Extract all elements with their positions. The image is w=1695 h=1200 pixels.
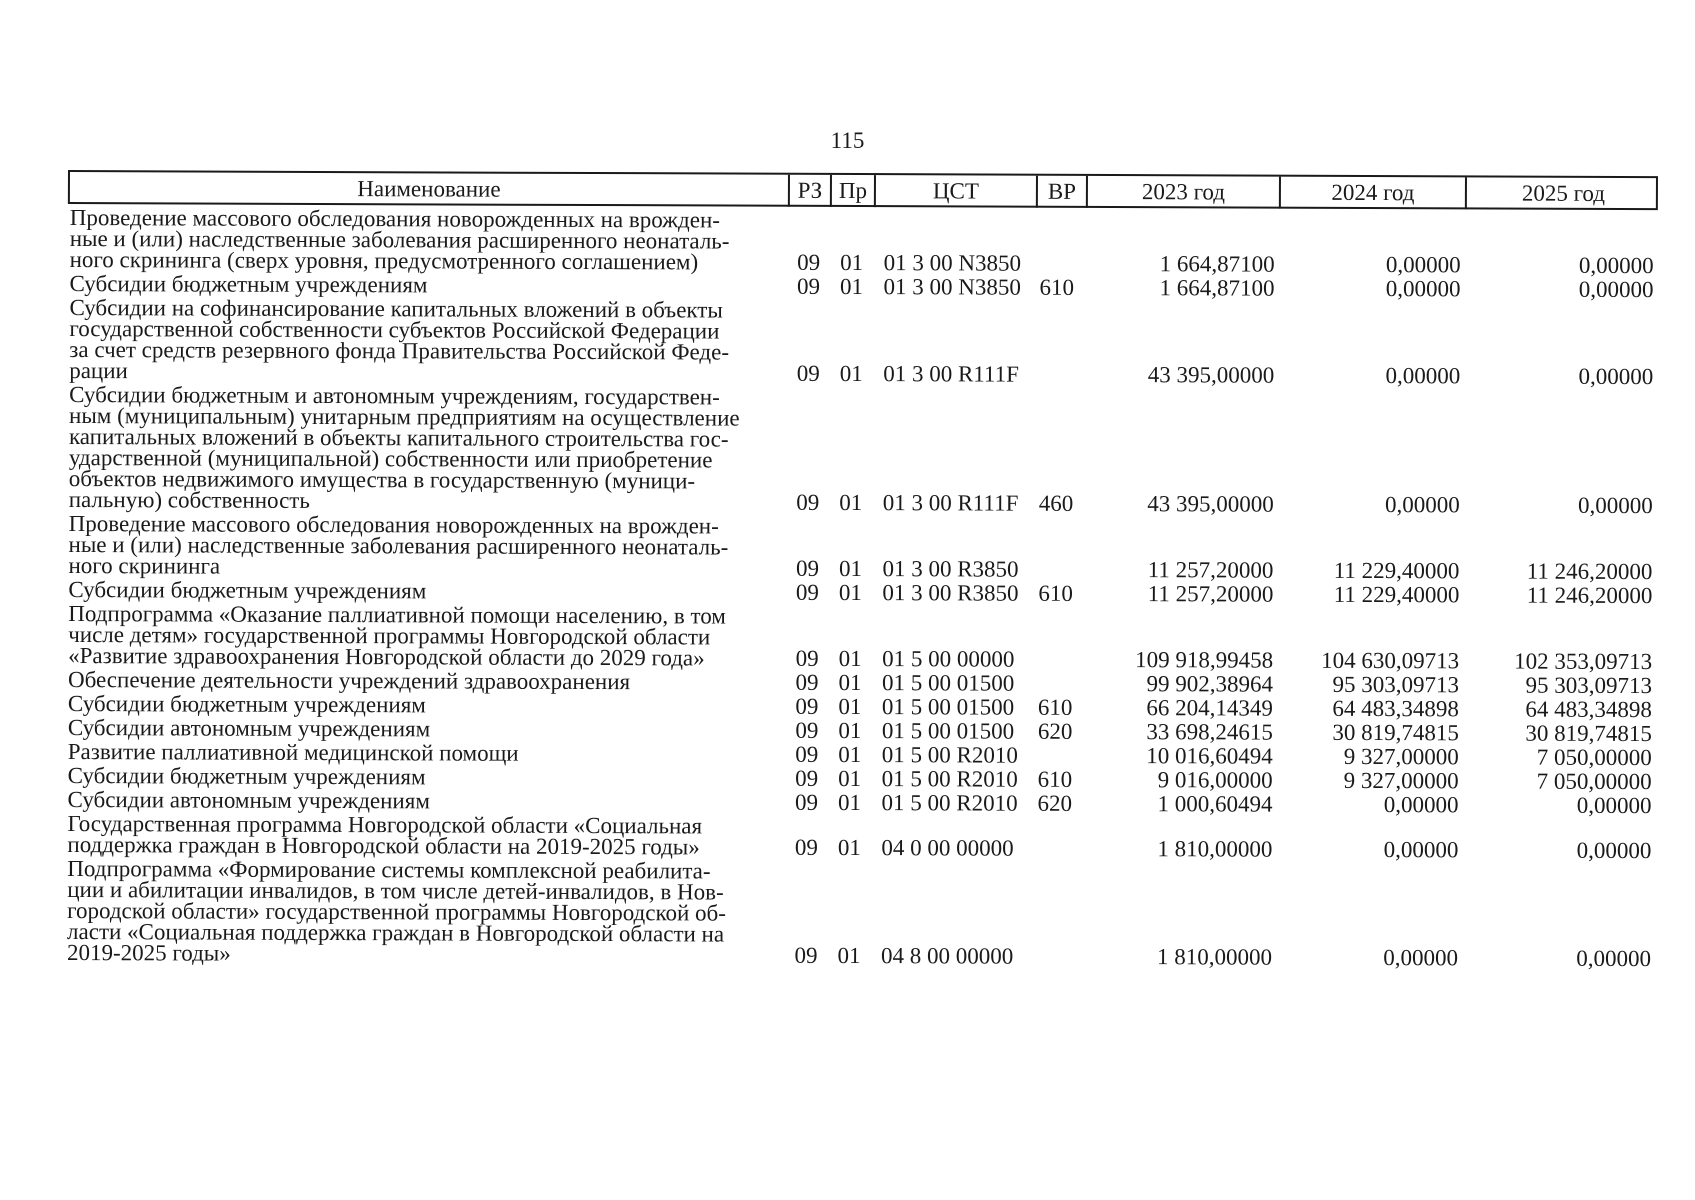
header-cst: ЦСТ <box>876 175 1038 208</box>
row-amount-2023: 11 257,20000 <box>1147 581 1274 607</box>
page-number: 115 <box>830 128 865 153</box>
row-amount-2024: 95 303,09713 <box>1332 671 1460 698</box>
row-amount-2023: 109 918,99458 <box>1135 647 1274 673</box>
table-row <box>67 381 1657 519</box>
row-amount-2023: 1 810,00000 <box>1156 944 1273 970</box>
row-rz: 09 <box>795 555 820 581</box>
row-cst: 01 3 00 R3850 <box>882 580 1019 606</box>
row-amount-2025: 0,00000 <box>1578 252 1654 279</box>
row-name: Развитие паллиативной медицинской помощи <box>67 739 519 766</box>
row-cst: 01 3 00 N3850 <box>883 250 1022 276</box>
row-amount-2023: 9 016,00000 <box>1157 767 1273 793</box>
row-pr: 01 <box>838 765 862 792</box>
row-amount-2025: 0,00000 <box>1577 492 1653 519</box>
row-rz: 09 <box>797 273 821 299</box>
row-name: Государственная программа Новгородской области «Социальная поддержка граждан в Новгородской области на 2019-2025 годы» <box>67 811 703 860</box>
header-vr: ВР <box>1038 176 1088 208</box>
row-amount-2025: 7 050,00000 <box>1536 744 1652 771</box>
row-name: Субсидии бюджетным учреждениям <box>67 763 426 790</box>
row-rz: 09 <box>794 834 818 860</box>
table-row <box>66 510 1656 585</box>
row-cst: 04 8 00 00000 <box>880 943 1014 969</box>
row-cst: 01 5 00 00000 <box>882 646 1015 672</box>
row-pr: 01 <box>839 489 863 516</box>
row-pr: 01 <box>839 360 863 387</box>
row-pr: 01 <box>838 645 862 672</box>
row-amount-2024: 0,00000 <box>1383 792 1459 818</box>
row-pr: 01 <box>837 942 861 969</box>
row-rz: 09 <box>796 489 820 515</box>
header-2023: 2023 год <box>1088 176 1281 209</box>
row-pr: 01 <box>840 249 864 276</box>
row-cst: 01 3 00 N3850 <box>883 274 1021 300</box>
row-amount-2024: 0,00000 <box>1384 492 1460 518</box>
header-2024: 2024 год <box>1281 177 1467 210</box>
row-amount-2024: 104 630,09713 <box>1321 647 1460 674</box>
row-amount-2025: 0,00000 <box>1578 276 1654 303</box>
row-amount-2024: 0,00000 <box>1385 252 1461 278</box>
row-amount-2024: 64 483,34898 <box>1332 695 1459 722</box>
row-cst: 04 0 00 00000 <box>881 835 1014 861</box>
row-vr: 460 <box>1038 490 1074 516</box>
row-amount-2023: 1 810,00000 <box>1157 836 1273 862</box>
row-pr: 01 <box>838 717 862 744</box>
row-vr: 620 <box>1037 790 1073 816</box>
row-amount-2024: 0,00000 <box>1385 276 1461 302</box>
row-cst: 01 5 00 R2010 <box>881 742 1018 768</box>
row-amount-2024: 0,00000 <box>1383 837 1459 863</box>
table-row <box>68 204 1658 279</box>
row-amount-2024: 11 229,40000 <box>1333 557 1460 584</box>
row-cst: 01 5 00 01500 <box>881 670 1015 696</box>
table-row <box>66 600 1656 675</box>
row-pr: 01 <box>840 273 864 300</box>
row-amount-2023: 43 395,00000 <box>1147 362 1275 388</box>
row-amount-2025: 0,00000 <box>1576 945 1652 972</box>
row-amount-2023: 10 016,60494 <box>1146 743 1273 769</box>
row-rz: 09 <box>796 360 820 386</box>
row-pr: 01 <box>838 741 862 768</box>
table-row <box>65 855 1655 972</box>
row-name: Подпрограмма «Оказание паллиативной помощи населению, в том числе детям» государственной программы Новгородской области «Развитие здравоохранения Новгородской области до 2029 года» <box>68 601 726 671</box>
row-name: Проведение массового обследования новорожденных на врожден- ные и (или) наследственные заболевания расширенного неонаталь- ного скрининга (сверх уровня, предусмотренного соглашением) <box>69 205 730 275</box>
row-cst: 01 3 00 R111F <box>882 490 1019 516</box>
row-vr: 610 <box>1037 694 1073 720</box>
row-rz: 09 <box>795 579 819 605</box>
row-name: Субсидии автономным учреждениям <box>67 787 430 814</box>
row-amount-2025: 102 353,09713 <box>1514 648 1653 675</box>
table-row <box>65 810 1655 864</box>
row-pr: 01 <box>838 669 862 696</box>
row-amount-2023: 11 257,20000 <box>1147 557 1274 583</box>
row-cst: 01 3 00 R3850 <box>882 556 1019 582</box>
budget-table <box>65 170 1658 972</box>
row-vr: 610 <box>1039 274 1075 300</box>
row-rz: 09 <box>795 741 819 767</box>
row-amount-2025: 11 246,20000 <box>1526 558 1653 585</box>
row-amount-2023: 1 664,87100 <box>1159 275 1275 301</box>
row-amount-2025: 11 246,20000 <box>1526 582 1653 609</box>
row-rz: 09 <box>795 693 819 719</box>
row-vr: 610 <box>1038 580 1073 606</box>
row-name: Обеспечение деятельности учреждений здравоохранения <box>67 667 631 695</box>
row-amount-2024: 9 327,00000 <box>1343 743 1459 770</box>
row-rz: 09 <box>797 249 821 275</box>
header-name: Наименование <box>70 172 790 207</box>
row-amount-2025: 0,00000 <box>1578 363 1654 390</box>
row-pr: 01 <box>838 579 862 606</box>
header-rz: РЗ <box>790 175 832 207</box>
row-name: Подпрограмма «Формирование системы комплексной реабилита- ции и абилитации инвалидов, в том числе детей-инвалидов, в Нов- городской области» государственной программы Новгородской об- ласти «Социальная поддержка граждан в Новгородской области на 2019-2025 годы» <box>66 856 726 966</box>
row-name: Субсидии бюджетным и автономным учреждениям, государствен- ным (муниципальным) унитарным предприятиям на осуществление капитальных вложений в объекты капитального строительства гос- ударственной (муниципальной) собственности или приобретение объектов недвижимого имущества в государственную (муници- пальную) собственность <box>68 382 740 513</box>
row-name: Субсидии на софинансирование капитальных вложений в объекты государственной собственности субъектов Российской Федерации за счет средств резервного фонда Правительства Российской Феде- рации <box>69 295 730 384</box>
row-vr: 610 <box>1037 766 1073 792</box>
row-amount-2023: 66 204,14349 <box>1146 695 1273 721</box>
row-rz: 09 <box>795 717 819 743</box>
row-amount-2025: 0,00000 <box>1576 792 1652 819</box>
row-pr: 01 <box>838 789 862 816</box>
row-rz: 09 <box>795 789 819 815</box>
row-amount-2025: 95 303,09713 <box>1525 672 1653 699</box>
header-2025: 2025 год <box>1521 180 1606 206</box>
row-vr: 620 <box>1037 718 1073 744</box>
row-amount-2023: 43 395,00000 <box>1147 491 1274 517</box>
row-cst: 01 5 00 R2010 <box>881 766 1018 792</box>
row-amount-2025: 30 819,74815 <box>1525 720 1652 747</box>
row-amount-2024: 11 229,40000 <box>1333 581 1460 608</box>
row-amount-2023: 33 698,24615 <box>1146 719 1273 745</box>
table-row <box>67 294 1657 390</box>
row-cst: 01 5 00 R2010 <box>881 790 1018 816</box>
row-amount-2023: 1 000,60494 <box>1157 791 1273 817</box>
row-amount-2023: 1 664,87100 <box>1159 251 1275 277</box>
row-cst: 01 5 00 01500 <box>881 718 1015 744</box>
row-rz: 09 <box>795 669 819 695</box>
row-rz: 09 <box>795 765 819 791</box>
row-name: Субсидии бюджетным учреждениям <box>69 271 428 298</box>
row-pr: 01 <box>838 693 862 720</box>
row-amount-2024: 9 327,00000 <box>1343 767 1459 794</box>
row-amount-2025: 7 050,00000 <box>1536 768 1652 795</box>
row-name: Проведение массового обследования новорожденных на врожден- ные и (или) наследственные заболевания расширенного неонаталь- ного скрининга <box>68 511 729 579</box>
table-body <box>65 204 1658 972</box>
header-pr: Пр <box>832 175 876 207</box>
row-name: Субсидии бюджетным учреждениям <box>68 577 427 604</box>
row-amount-2025: 64 483,34898 <box>1525 696 1652 723</box>
row-name: Субсидии бюджетным учреждениям <box>67 691 426 718</box>
row-amount-2025: 0,00000 <box>1576 837 1652 864</box>
row-pr: 01 <box>838 555 863 582</box>
row-name: Субсидии автономным учреждениям <box>67 715 431 742</box>
row-rz: 09 <box>795 645 819 671</box>
row-amount-2023: 99 902,38964 <box>1146 671 1274 697</box>
row-pr: 01 <box>837 834 861 861</box>
row-cst: 01 5 00 01500 <box>881 694 1015 720</box>
row-rz: 09 <box>794 942 818 968</box>
row-cst: 01 3 00 R111F <box>883 361 1019 387</box>
row-amount-2024: 30 819,74815 <box>1332 719 1459 746</box>
row-amount-2024: 0,00000 <box>1383 945 1459 971</box>
row-amount-2024: 0,00000 <box>1385 363 1461 389</box>
